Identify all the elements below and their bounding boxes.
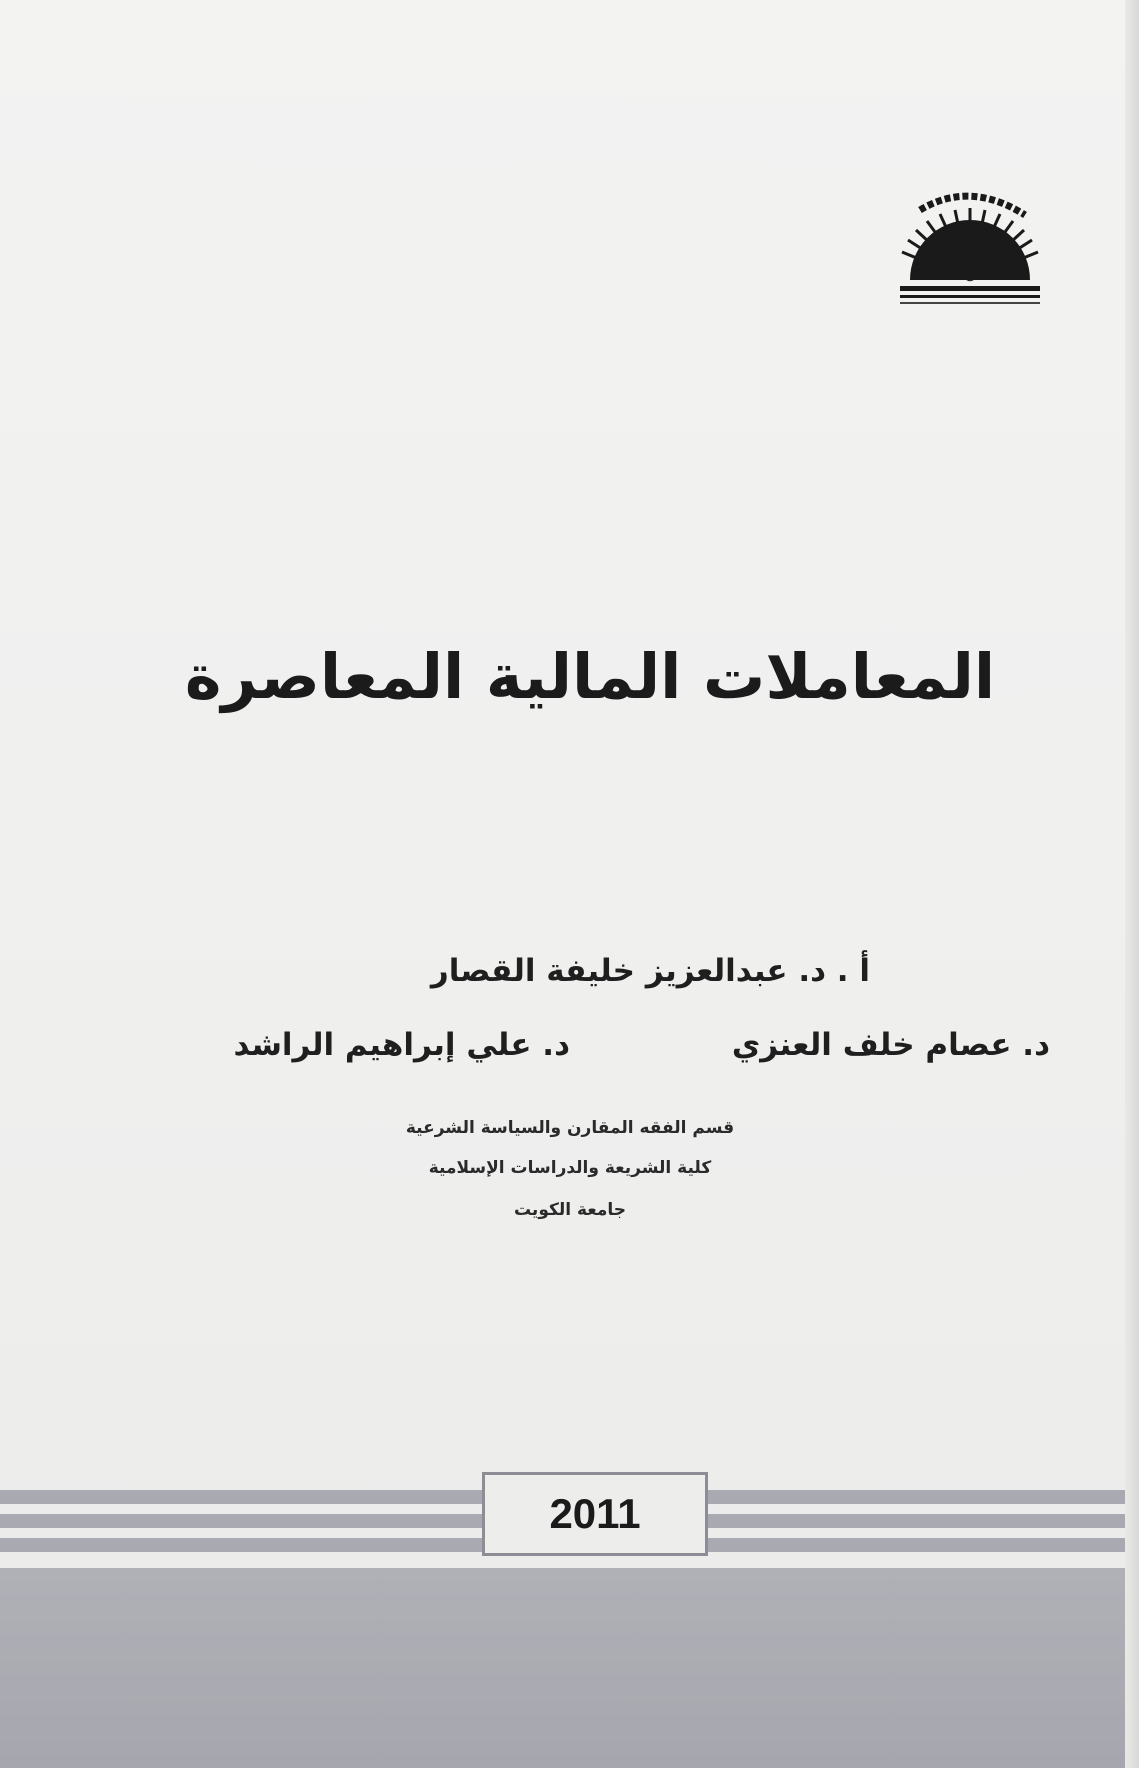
department-label: قسم الفقه المقارن والسياسة الشرعية	[405, 1118, 735, 1138]
year-box	[482, 1472, 708, 1556]
author-3: د. علي إبراهيم الراشد	[233, 1027, 570, 1063]
bottom-gray-block	[0, 1568, 1125, 1768]
author-2: د. عصام خلف العنزي	[731, 1027, 1050, 1063]
author-1: أ . د. عبدالعزيز خليفة القصار	[430, 953, 870, 989]
college-label: كلية الشريعة والدراسات الإسلامية	[428, 1158, 712, 1178]
publication-year: 2011	[549, 1490, 641, 1537]
book-title: المعاملات المالية المعاصرة	[184, 640, 996, 713]
publisher-sunburst-logo-icon	[880, 190, 1060, 330]
university-label: جامعة الكويت	[513, 1200, 627, 1220]
